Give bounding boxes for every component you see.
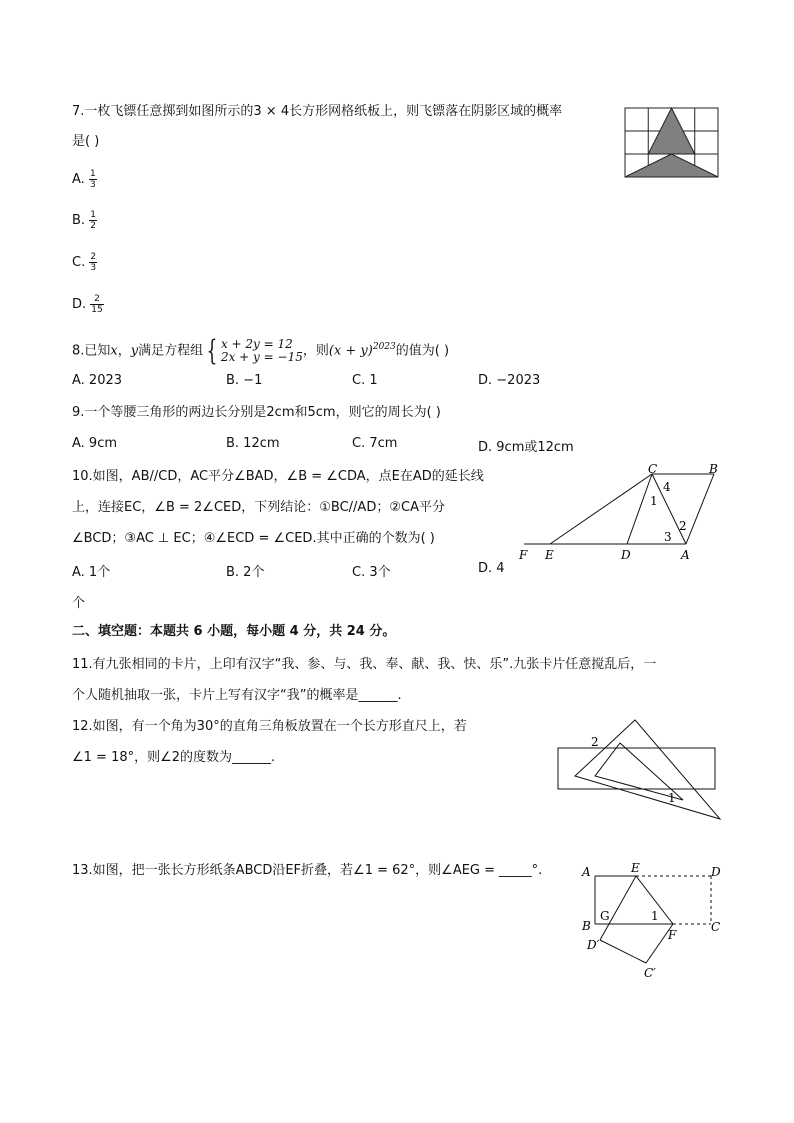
q13-figure — [578, 860, 728, 982]
angle-1-label: 1 — [650, 494, 658, 508]
q7-option-a[interactable]: A. $\frac{1}{3}$ — [72, 169, 96, 190]
label-g: G — [600, 909, 610, 923]
q8-option-b[interactable]: B. −1 — [226, 373, 263, 388]
q11-stem-line2: 个人随机抽取一张，卡片上写有汉字“我”的概率是______. — [72, 688, 402, 703]
label-f: F — [519, 548, 528, 562]
label-b: B — [709, 464, 718, 476]
label-c: C — [711, 920, 721, 934]
q9-option-c[interactable]: C. 7cm — [352, 436, 398, 451]
q10-stem-line2: 上，连接EC，∠B = 2∠CED，下列结论：①BC//AD；②CA平分 — [72, 500, 445, 515]
q12-stem-line1: 12.如图，有一个角为30°的直角三角板放置在一个长方形直尺上，若 — [72, 719, 467, 734]
label-e: E — [545, 548, 554, 562]
q10-option-d-wrap: 个 — [72, 596, 86, 611]
label-c-prime: C′ — [644, 966, 656, 980]
label-e: E — [631, 861, 640, 875]
angle-1-label: 1 — [668, 791, 676, 805]
q9-stem: 9.一个等腰三角形的两边长分别是2cm和5cm，则它的周长为( ) — [72, 405, 441, 420]
q9-option-a[interactable]: A. 9cm — [72, 436, 118, 451]
q12-stem-line2: ∠1 = 18°，则∠2的度数为______. — [72, 750, 276, 765]
q8-option-c[interactable]: C. 1 — [352, 373, 378, 388]
angle-1-label: 1 — [651, 909, 659, 923]
q10-stem-line1: 10.如图，AB//CD，AC平分∠BAD，∠B = ∠CDA，点E在AD的延长线 — [72, 469, 484, 484]
q10-option-b[interactable]: B. 2个 — [226, 565, 265, 580]
q7-stem-line2: 是( ) — [72, 134, 100, 149]
q13-stem: 13.如图，把一张长方形纸条ABCD沿EF折叠，若∠1 = 62°，则∠AEG = _____°. — [72, 863, 543, 878]
q12-figure — [555, 718, 723, 824]
angle-3-label: 3 — [664, 530, 672, 544]
q8-stem: 8.已知x，y满足方程组 { x + 2y = 12 2x + y = −15 ，则$(x + y)^{2023}$的值为( ) — [72, 333, 450, 367]
q7-stem-line1: 7.一枚飞镖任意掷到如图所示的3 × 4长方形网格纸板上，则飞镖落在阴影区域的概率 — [72, 104, 563, 119]
q9-option-d[interactable]: D. 9cm或12cm — [478, 440, 574, 455]
q10-option-c[interactable]: C. 3个 — [352, 565, 391, 580]
angle-4-label: 4 — [663, 480, 671, 494]
section2-title: 二、填空题：本题共 6 小题，每小题 4 分，共 24 分。 — [72, 624, 396, 639]
q11-stem-line1: 11.有九张相同的卡片，上印有汉字“我、参、与、我、奉、献、我、快、乐”.九张卡片任意搅乱后，一 — [72, 657, 657, 672]
q7-grid-figure — [624, 107, 720, 179]
label-c: C — [648, 464, 658, 476]
q10-stem-line3: ∠BCD；③AC ⊥ EC；④∠ECD = ∠CED.其中正确的个数为( ) — [72, 531, 435, 546]
label-f: F — [668, 928, 677, 942]
label-a: A — [582, 865, 591, 879]
label-d: D — [711, 865, 721, 879]
angle-2-label: 2 — [591, 735, 599, 749]
label-b: B — [582, 919, 591, 933]
q10-option-a[interactable]: A. 1个 — [72, 565, 111, 580]
q7-option-c[interactable]: C. $\frac{2}{3}$ — [72, 252, 97, 273]
q7-option-b[interactable]: B. $\frac{1}{2}$ — [72, 210, 96, 231]
q9-option-b[interactable]: B. 12cm — [226, 436, 280, 451]
q8-option-d[interactable]: D. −2023 — [478, 373, 541, 388]
q10-option-d[interactable]: D. 4 — [478, 561, 505, 576]
q8-option-a[interactable]: A. 2023 — [72, 373, 123, 388]
label-d-prime: D′ — [587, 938, 600, 952]
label-a: A — [681, 548, 690, 562]
q7-option-d[interactable]: D. $\frac{2}{15}$ — [72, 294, 103, 315]
label-d: D — [621, 548, 631, 562]
angle-2-label: 2 — [679, 519, 687, 533]
q10-figure — [514, 464, 724, 564]
